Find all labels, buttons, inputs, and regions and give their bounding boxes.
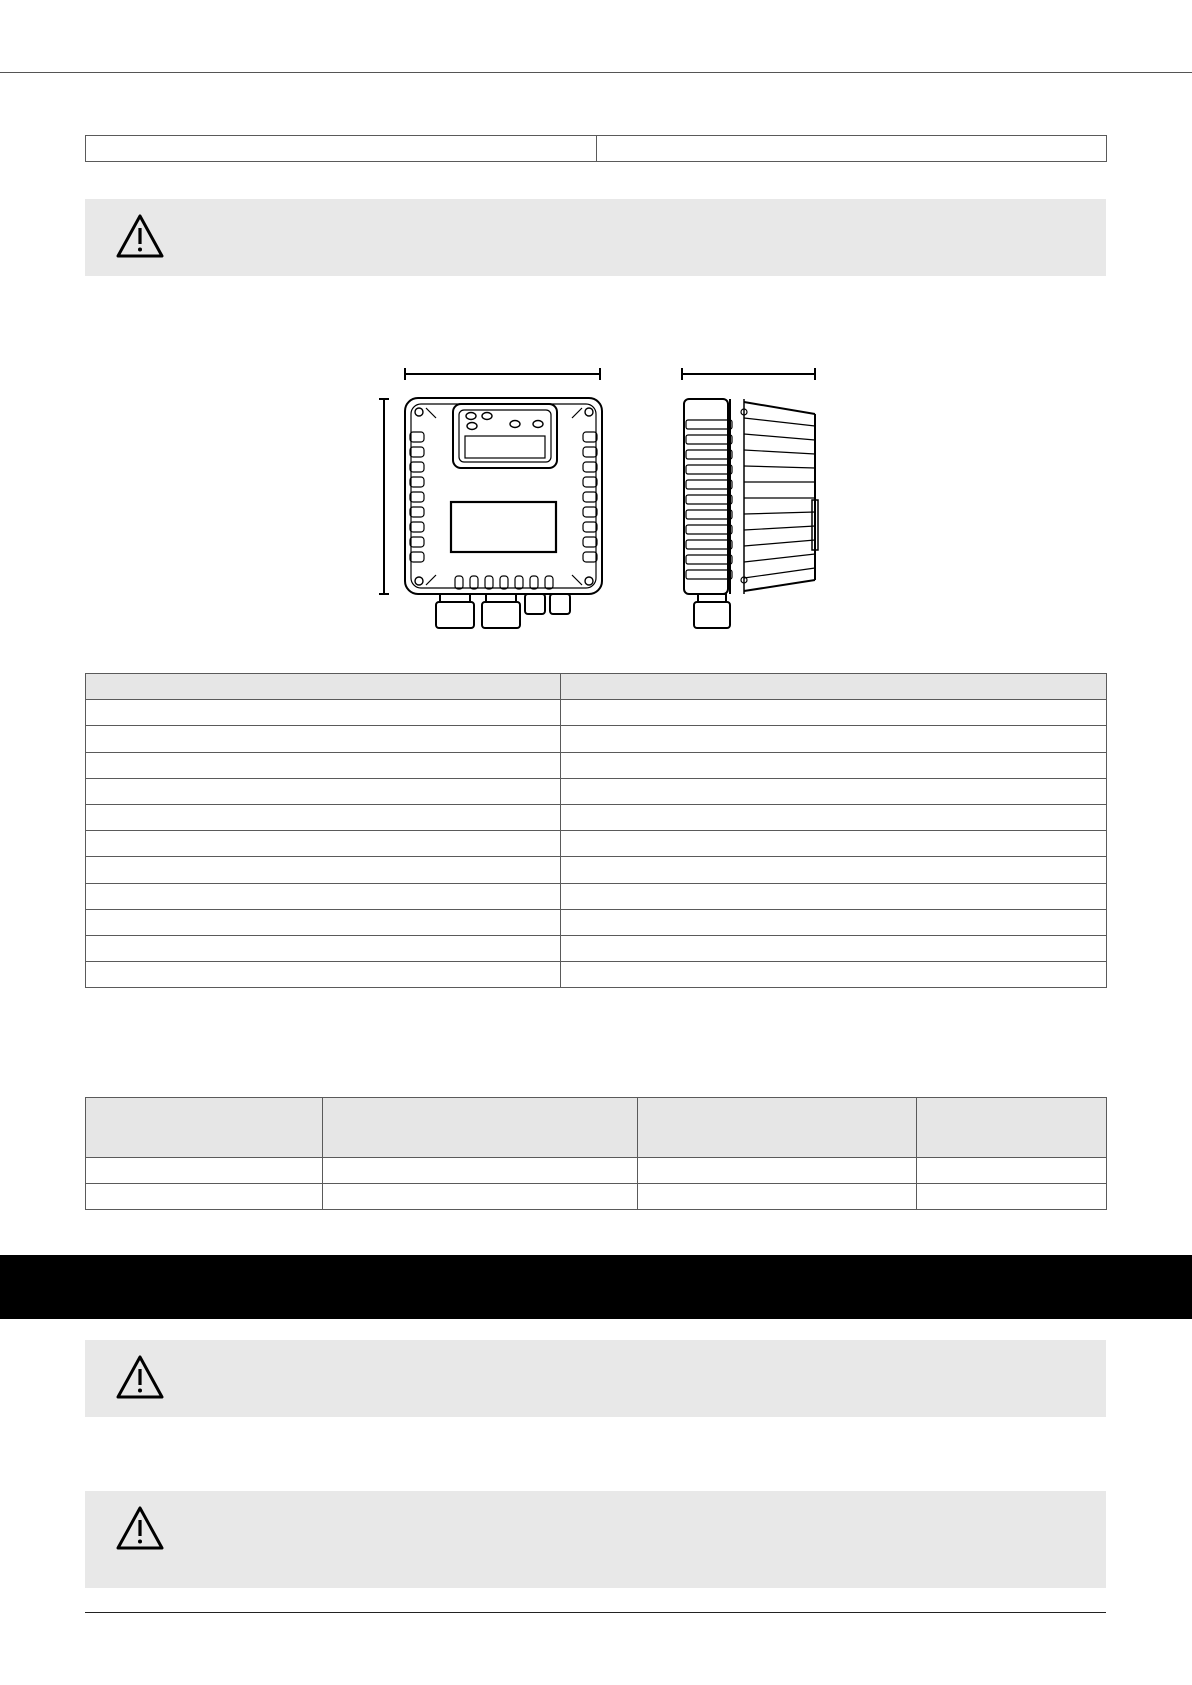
table-cell bbox=[917, 1158, 1107, 1184]
table-cell bbox=[561, 804, 1107, 830]
table-row bbox=[86, 136, 1107, 162]
width-dimension-line bbox=[405, 368, 600, 380]
warning-box bbox=[85, 199, 1106, 276]
dimension-drawing bbox=[370, 360, 830, 635]
table-cell bbox=[86, 1184, 323, 1210]
table-cell bbox=[561, 883, 1107, 909]
table-cell bbox=[561, 962, 1107, 988]
side-view bbox=[684, 399, 818, 628]
table-cell bbox=[86, 831, 561, 857]
table-cell bbox=[561, 700, 1107, 726]
table-cell bbox=[561, 857, 1107, 883]
table-row bbox=[86, 700, 1107, 726]
table-cell bbox=[561, 752, 1107, 778]
table-cell bbox=[561, 831, 1107, 857]
table-cell bbox=[86, 883, 561, 909]
warning-triangle-icon bbox=[115, 1505, 165, 1551]
table-cell bbox=[86, 857, 561, 883]
table-row bbox=[86, 935, 1107, 961]
table-cell bbox=[323, 1158, 638, 1184]
depth-dimension-line bbox=[682, 368, 815, 380]
table-row bbox=[86, 726, 1107, 752]
top-table bbox=[85, 135, 1107, 162]
table-header-cell bbox=[917, 1098, 1107, 1158]
table-row bbox=[86, 778, 1107, 804]
table-row bbox=[86, 831, 1107, 857]
footer-rule bbox=[85, 1612, 1106, 1613]
warning-triangle-icon bbox=[115, 1354, 165, 1400]
section-heading-bar bbox=[0, 1255, 1192, 1319]
table-cell bbox=[86, 778, 561, 804]
warning-box bbox=[85, 1491, 1106, 1588]
table-row bbox=[86, 752, 1107, 778]
table-cell bbox=[561, 778, 1107, 804]
table-cell bbox=[638, 1158, 917, 1184]
table-row bbox=[86, 883, 1107, 909]
table-cell bbox=[917, 1184, 1107, 1210]
table-cell bbox=[86, 909, 561, 935]
table-cell bbox=[323, 1184, 638, 1210]
table-cell bbox=[86, 1158, 323, 1184]
front-view bbox=[405, 398, 602, 628]
warning-box bbox=[85, 1340, 1106, 1417]
table-cell bbox=[86, 962, 561, 988]
cable-glands bbox=[436, 594, 570, 628]
table-cell bbox=[86, 726, 561, 752]
table-cell bbox=[561, 909, 1107, 935]
height-dimension-line bbox=[379, 399, 389, 594]
table-row bbox=[86, 804, 1107, 830]
spec-table bbox=[85, 673, 1107, 988]
warning-triangle-icon bbox=[115, 213, 165, 259]
table-cell bbox=[86, 935, 561, 961]
table-cell bbox=[86, 752, 561, 778]
table-cell bbox=[86, 804, 561, 830]
model-table bbox=[85, 1097, 1107, 1210]
table-header-row bbox=[86, 1098, 1107, 1158]
table-header-cell bbox=[561, 674, 1107, 700]
table-header-cell bbox=[86, 674, 561, 700]
table-cell bbox=[561, 726, 1107, 752]
table-cell bbox=[561, 935, 1107, 961]
table-row bbox=[86, 1158, 1107, 1184]
table-header-cell bbox=[638, 1098, 917, 1158]
table-cell bbox=[86, 136, 597, 162]
table-row bbox=[86, 962, 1107, 988]
table-header-cell bbox=[323, 1098, 638, 1158]
table-cell bbox=[86, 700, 561, 726]
header-rule bbox=[0, 72, 1192, 73]
table-header-row bbox=[86, 674, 1107, 700]
table-cell bbox=[597, 136, 1107, 162]
table-cell bbox=[638, 1184, 917, 1210]
table-row bbox=[86, 909, 1107, 935]
table-row bbox=[86, 857, 1107, 883]
table-row bbox=[86, 1184, 1107, 1210]
table-header-cell bbox=[86, 1098, 323, 1158]
